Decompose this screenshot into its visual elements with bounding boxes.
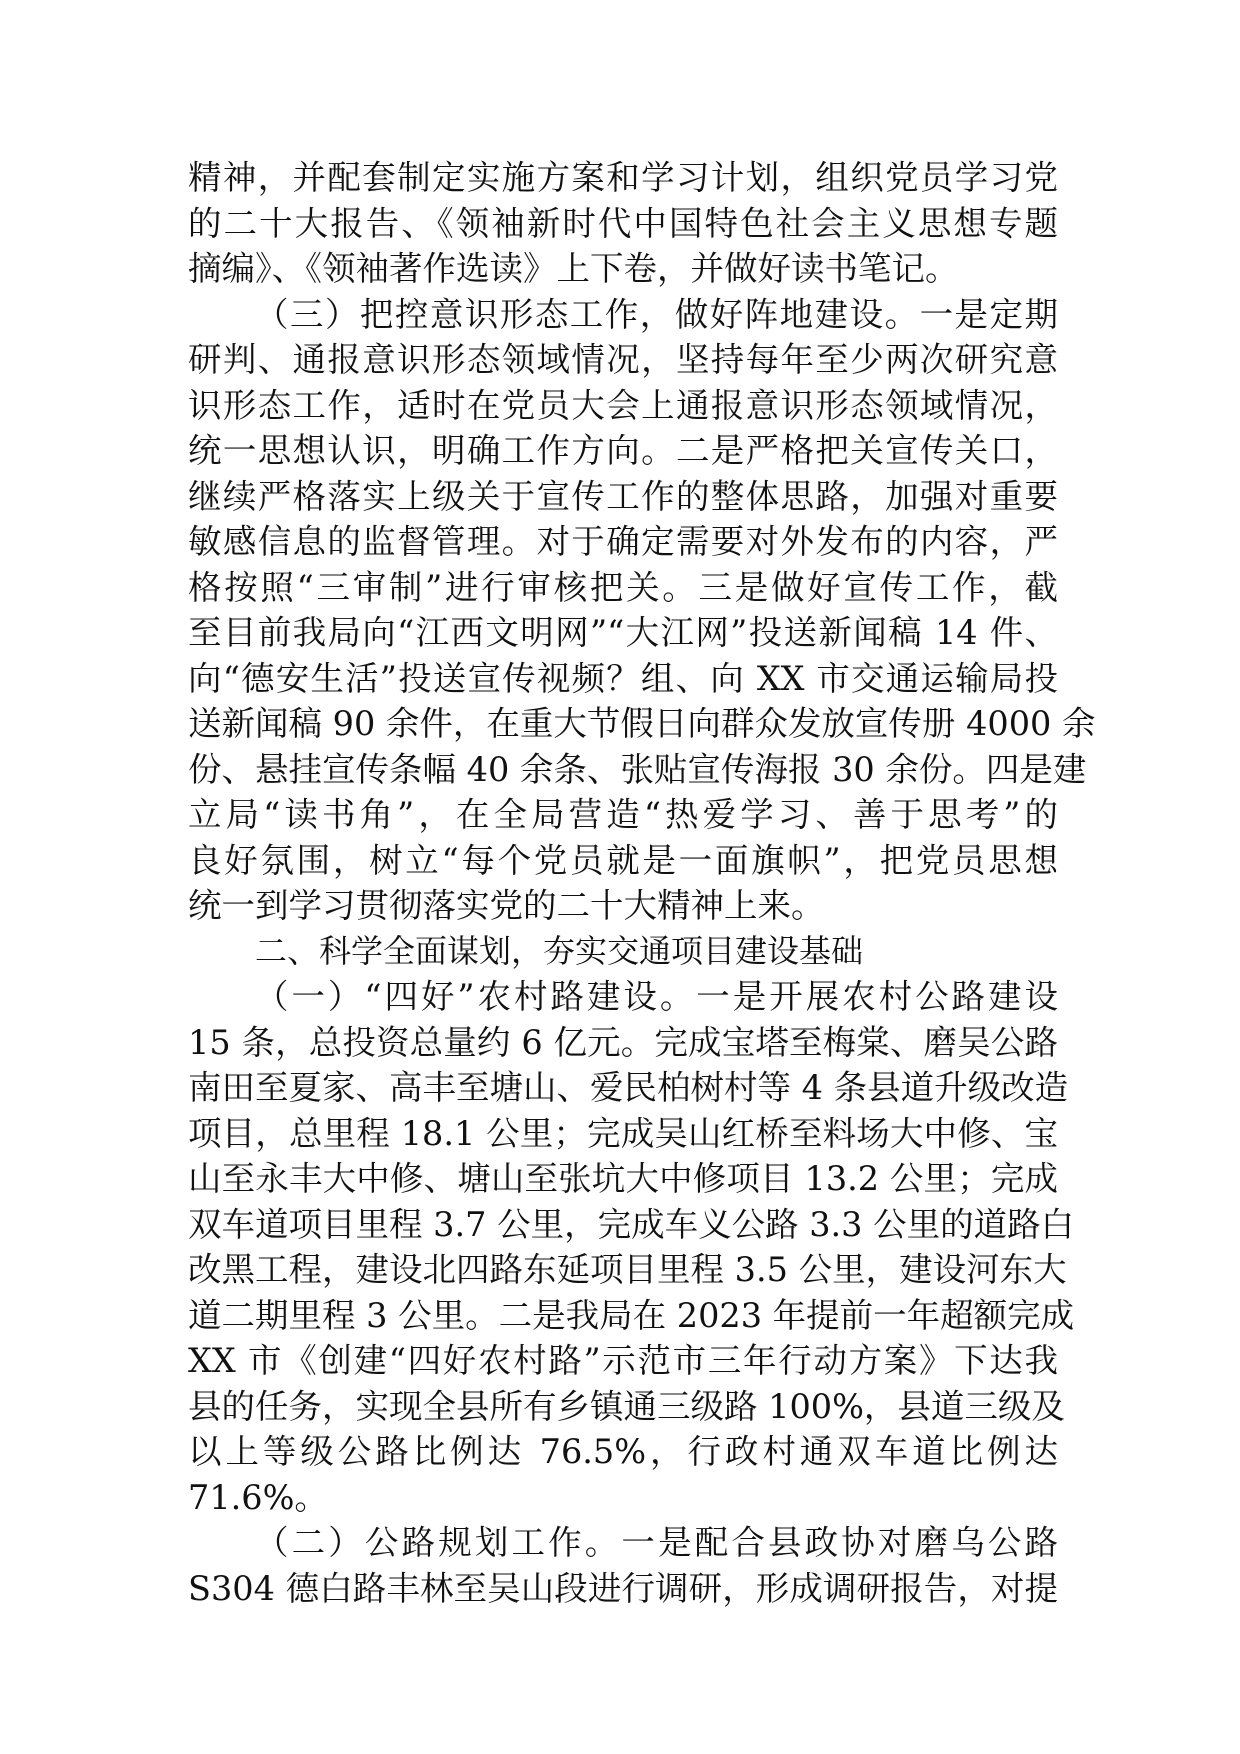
paragraph-line: 15 条，总投资总量约 6 亿元。完成宝塔至梅棠、磨吴公路 [188,1022,1058,1062]
section-3-heading-line: （三）把控意识形态工作，做好阵地建设。一是定期 [255,294,1058,334]
paragraph-line: 格按照“三审制”进行审核把关。三是做好宣传工作，截 [188,567,1058,607]
paragraph-line: 改黑工程，建设北四路东延项目里程 3.5 公里，建设河东大 [188,1250,1067,1289]
paragraph-line: 立局“读书角”，在全局营造“热爱学习、善于思考”的 [188,795,1058,834]
paragraph-line: 统一思想认识，明确工作方向。二是严格把关宣传关口， [188,431,1058,470]
paragraph-line: 道二期里程 3 公里。二是我局在 2023 年提前一年超额完成 [188,1295,1075,1335]
paragraph-line: 精神，并配套制定实施方案和学习计划，组织党员学习党 [188,158,1058,197]
paragraph-line: 摘编》、《领袖著作选读》上下卷，并做好读书笔记。 [188,249,959,288]
paragraph-line: XX 市《创建“四好农村路”示范市三年行动方案》下达我 [188,1341,1058,1380]
paragraph-line: 送新闻稿 90 余件，在重大节假日向群众发放宣传册 4000 余 [188,704,1096,743]
paragraph-line: 继续严格落实上级关于宣传工作的整体思路，加强对重要 [188,476,1058,516]
paragraph-line: 71.6%。 [188,1477,328,1517]
paragraph-line: 统一到学习贯彻落实党的二十大精神上来。 [188,886,825,925]
paragraph-line: 县的任务，实现全县所有乡镇通三级路 100%，县道三级及 [188,1386,1065,1426]
paragraph-line: 山至永丰大中修、塘山至张坑大中修项目 13.2 公里；完成 [188,1159,1058,1198]
paragraph-line: 份、悬挂宣传条幅 40 余条、张贴宣传海报 30 余份。四是建 [188,749,1087,789]
subsection-1-heading-line: （一）“四好”农村路建设。一是开展农村公路建设 [255,977,1058,1016]
paragraph-line: 向“德安生活”投送宣传视频？组、向 XX 市交通运输局投 [188,658,1058,698]
paragraph-line: S304 德白路丰林至吴山段进行调研，形成调研报告，对提 [188,1568,1058,1608]
paragraph-line: 良好氛围，树立“每个党员就是一面旗帜”，把党员思想 [188,840,1058,880]
section-2-heading: 二、科学全面谋划，夯实交通项目建设基础 [255,931,864,970]
subsection-2-heading-line: （二）公路规划工作。一是配合县政协对磨乌公路 [255,1523,1058,1562]
document-body [188,155,1096,1611]
paragraph-line: 项目，总里程 18.1 公里；完成吴山红桥至料场大中修、宝 [188,1113,1058,1153]
paragraph-line: 研判、通报意识形态领域情况，坚持每年至少两次研究意 [188,340,1058,379]
paragraph-line: 南田至夏家、高丰至塘山、爱民柏树村等 4 条县道升级改造 [188,1068,1069,1107]
paragraph-line: 至目前我局向“江西文明网”“大江网”投送新闻稿 14 件、 [188,613,1058,652]
paragraph-line: 以上等级公路比例达 76.5%，行政村通双车道比例达 [188,1432,1058,1471]
paragraph-line: 的二十大报告、《领袖新时代中国特色社会主义思想专题 [188,203,1058,243]
paragraph-line: 双车道项目里程 3.7 公里，完成车义公路 3.3 公里的道路白 [188,1204,1075,1244]
paragraph-line: 敏感信息的监督管理。对于确定需要对外发布的内容，严 [188,522,1058,561]
paragraph-line: 识形态工作，适时在党员大会上通报意识形态领域情况， [188,385,1058,425]
